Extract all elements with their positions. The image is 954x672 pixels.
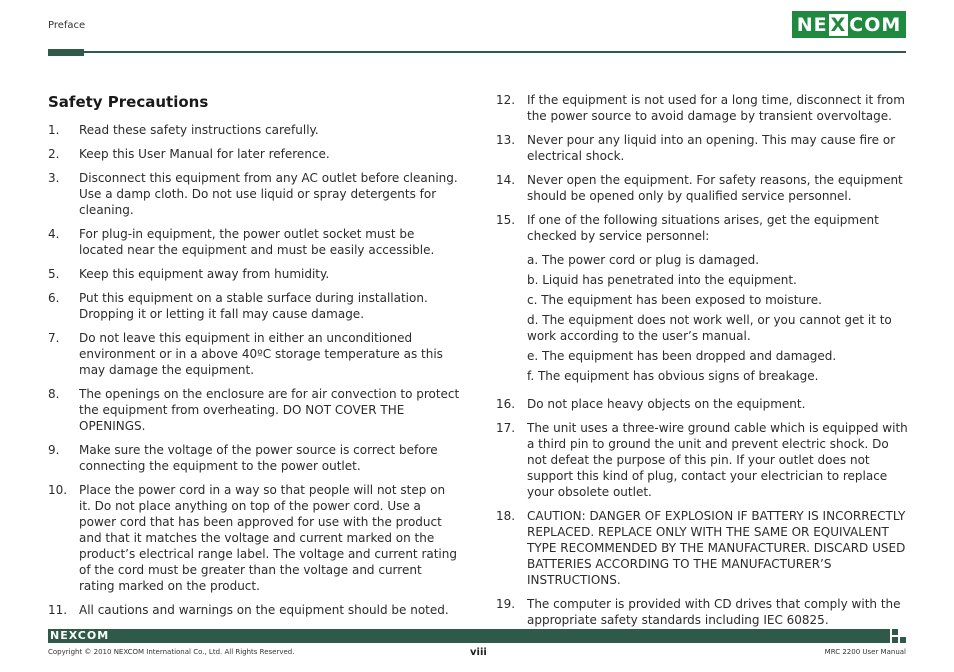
item-number: 2. bbox=[48, 147, 60, 161]
item-number: 10. bbox=[48, 483, 68, 497]
item-number: 15. bbox=[496, 213, 516, 227]
item-text: Never open the equipment. For safety reasons, the equipment should be opened only by qualified service personnel. bbox=[527, 173, 903, 203]
item-text: The unit uses a three-wire ground cable which is equipped with a third pin to ground the unit and prevent electric shock. Do not defeat the purpose of this pin. If your outlet does not support this kind of plug, contact your electrician to replace your obsolete outlet. bbox=[527, 421, 908, 499]
list-item bbox=[48, 602, 460, 618]
item-number: 13. bbox=[496, 133, 516, 147]
sub-item: a. The power cord or plug is damaged. bbox=[527, 253, 760, 267]
copyright-text: Copyright © 2010 NEXCOM International Co., Ltd. All Rights Reserved. bbox=[48, 648, 295, 656]
item-number: 8. bbox=[48, 387, 60, 401]
item-text: Place the power cord in a way so that people will not step on it. Do not place anything on top of the power cord. Use a power cord that has been approved for use with the product and that it matches the voltage and current marked on the product’s electrical range label. The voltage and current rating of the cord must be greater than the voltage and current rating marked on the product. bbox=[79, 483, 457, 593]
list-item bbox=[48, 226, 460, 258]
list-item bbox=[496, 420, 908, 500]
page-title: Safety Precautions bbox=[48, 93, 209, 111]
item-text: Never pour any liquid into an opening. This may cause fire or electrical shock. bbox=[527, 133, 896, 163]
sub-item: e. The equipment has been dropped and damaged. bbox=[527, 349, 837, 363]
right-column bbox=[496, 92, 908, 636]
list-item bbox=[496, 172, 908, 204]
header-rule bbox=[84, 51, 906, 53]
list-item bbox=[496, 596, 908, 628]
item-text: Read these safety instructions carefully. bbox=[79, 123, 319, 137]
left-column bbox=[48, 92, 460, 626]
list-item bbox=[48, 386, 460, 434]
item-number: 14. bbox=[496, 173, 516, 187]
list-item bbox=[496, 92, 908, 124]
item-text: For plug-in equipment, the power outlet socket must be located near the equipment and must be easily accessible. bbox=[79, 227, 435, 257]
list-item bbox=[48, 122, 460, 138]
footer-bar bbox=[48, 629, 890, 643]
item-number: 16. bbox=[496, 397, 516, 411]
item-text: All cautions and warnings on the equipment should be noted. bbox=[79, 603, 449, 617]
item-text: If the equipment is not used for a long time, disconnect it from the power source to avoid damage by transient overvoltage. bbox=[527, 93, 905, 123]
item-text: Put this equipment on a stable surface during installation. Dropping it or letting it fall may cause damage. bbox=[79, 291, 428, 321]
list-item bbox=[48, 266, 460, 282]
page-number: viii bbox=[470, 647, 487, 658]
item-number: 5. bbox=[48, 267, 60, 281]
item-number: 3. bbox=[48, 171, 60, 185]
item-number: 19. bbox=[496, 597, 516, 611]
item-number: 17. bbox=[496, 421, 516, 435]
list-item bbox=[48, 290, 460, 322]
item-number: 18. bbox=[496, 509, 516, 523]
logo-text-x: X bbox=[830, 13, 847, 36]
item-number: 9. bbox=[48, 443, 60, 457]
item-text: Do not place heavy objects on the equipment. bbox=[527, 397, 806, 411]
header-rule-accent bbox=[48, 49, 84, 56]
item-number: 12. bbox=[496, 93, 516, 107]
logo-text-left: NE bbox=[796, 13, 828, 36]
footer-logo: NEXCOM bbox=[50, 629, 110, 642]
list-item bbox=[496, 132, 908, 164]
section-label: Preface bbox=[48, 20, 86, 31]
list-item bbox=[496, 508, 908, 588]
precautions-list-right bbox=[496, 92, 908, 628]
sub-item: d. The equipment does not work well, or you cannot get it to work according to the user’s manual. bbox=[527, 313, 892, 343]
sub-list bbox=[527, 252, 908, 388]
item-text: Make sure the voltage of the power source is correct before connecting the equipment to the power outlet. bbox=[79, 443, 438, 473]
footer-squares-icon bbox=[892, 629, 906, 643]
list-item bbox=[48, 330, 460, 378]
item-number: 1. bbox=[48, 123, 60, 137]
sub-item: b. Liquid has penetrated into the equipment. bbox=[527, 273, 797, 287]
list-item bbox=[496, 212, 908, 388]
item-number: 7. bbox=[48, 331, 60, 345]
precautions-list-left bbox=[48, 122, 460, 618]
list-item bbox=[48, 170, 460, 218]
item-text: The openings on the enclosure are for air convection to protect the equipment from overheating. DO NOT COVER THE OPENINGS. bbox=[79, 387, 460, 433]
nexcom-logo bbox=[792, 11, 906, 38]
list-item bbox=[48, 442, 460, 474]
manual-title: MRC 2200 User Manual bbox=[824, 648, 906, 656]
item-text: Keep this equipment away from humidity. bbox=[79, 267, 330, 281]
item-text: Do not leave this equipment in either an unconditioned environment or in a above 40ºC storage temperature as this may damage the equipment. bbox=[79, 331, 443, 377]
item-number: 4. bbox=[48, 227, 60, 241]
item-text: If one of the following situations arises, get the equipment checked by service personnel: bbox=[527, 213, 879, 243]
list-item bbox=[48, 482, 460, 594]
logo-text-right: COM bbox=[849, 13, 902, 36]
item-text: The computer is provided with CD drives that comply with the appropriate safety standards including IEC 60825. bbox=[527, 597, 901, 627]
list-item bbox=[496, 396, 908, 412]
item-number: 6. bbox=[48, 291, 60, 305]
item-text: Disconnect this equipment from any AC outlet before cleaning. Use a damp cloth. Do not use liquid or spray detergents for cleaning. bbox=[79, 171, 458, 217]
list-item bbox=[48, 146, 460, 162]
item-number: 11. bbox=[48, 603, 68, 617]
item-text: CAUTION: DANGER OF EXPLOSION IF BATTERY IS INCORRECTLY REPLACED. REPLACE ONLY WITH THE SAME OR EQUIVALENT TYPE RECOMMENDED BY THE MANUFACTURER. DISCARD USED BATTERIES ACCORDING TO THE MANUFACTURER’S INSTRUCTIONS. bbox=[527, 509, 906, 587]
sub-item: c. The equipment has been exposed to moisture. bbox=[527, 293, 822, 307]
sub-item: f. The equipment has obvious signs of breakage. bbox=[527, 369, 819, 383]
item-text: Keep this User Manual for later reference. bbox=[79, 147, 330, 161]
